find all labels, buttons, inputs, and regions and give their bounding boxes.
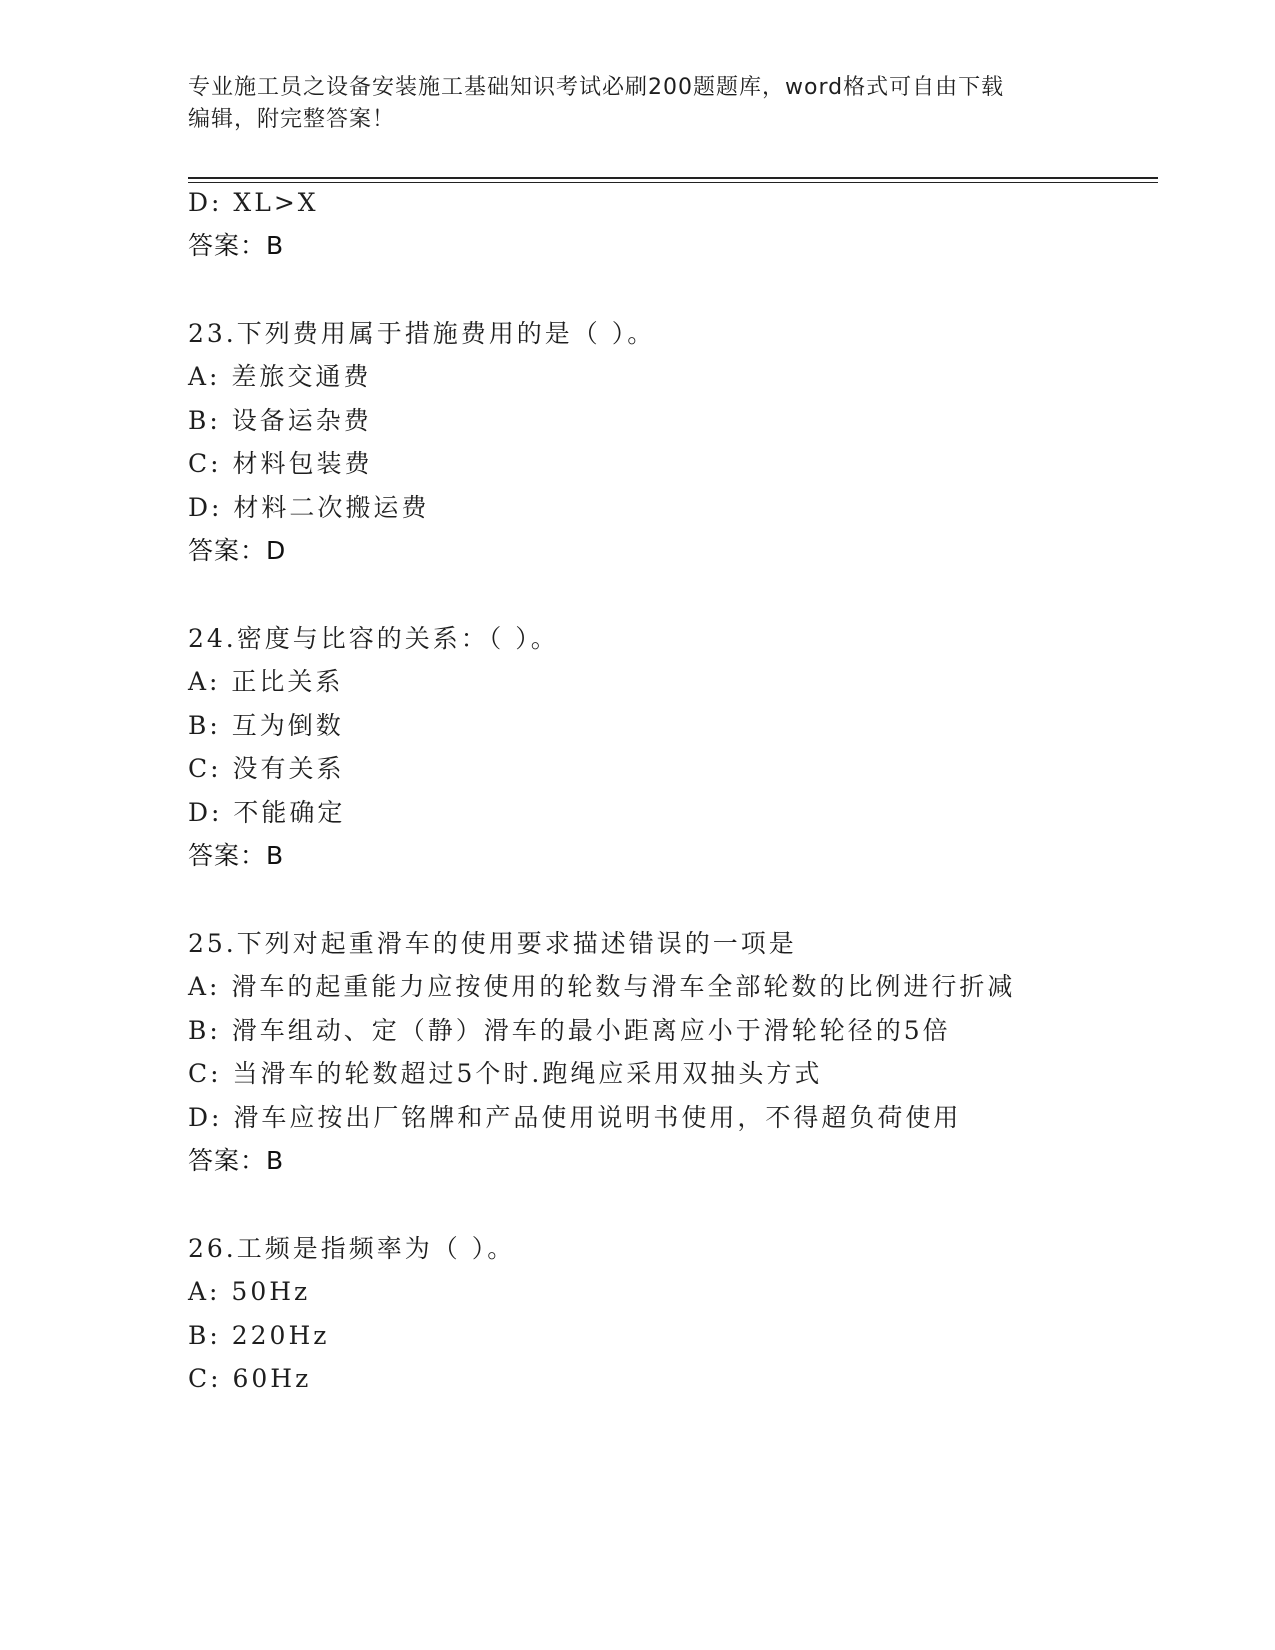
q26-option-c: C: 60Hz [188,1364,312,1393]
q23-answer: 答案：D [188,536,287,565]
q22-answer: 答案：B [188,231,285,260]
q23-option-a: A: 差旅交通费 [188,362,372,391]
q26-stem: 26.工频是指频率为（ ）。 [188,1234,516,1263]
q23-option-d: D: 材料二次搬运费 [188,493,430,522]
q25-answer: 答案：B [188,1146,285,1175]
header-title-line2: 编辑，附完整答案！ [188,107,396,132]
q26-option-b: B: 220Hz [188,1321,330,1350]
q25-option-d: D: 滑车应按出厂铭牌和产品使用说明书使用，不得超负荷使用 [188,1103,962,1132]
q25-option-a: A: 滑车的起重能力应按使用的轮数与滑车全部轮数的比例进行折减 [188,972,1016,1001]
q25-option-c: C: 当滑车的轮数超过5个时.跑绳应采用双抽头方式 [188,1059,823,1088]
q25-stem: 25.下列对起重滑车的使用要求描述错误的一项是 [188,929,797,958]
q24-stem: 24.密度与比容的关系：（ ）。 [188,624,559,653]
q23-option-b: B: 设备运杂费 [188,406,372,435]
q24-option-d: D: 不能确定 [188,798,346,827]
q25-option-b: B: 滑车组动、定（静）滑车的最小距离应小于滑轮轮径的5倍 [188,1016,951,1045]
q24-option-c: C: 没有关系 [188,754,345,783]
q26-option-a: A: 50Hz [188,1277,311,1306]
document-header [188,72,1068,136]
q22-option-d: D: XL>X [188,188,319,217]
header-divider [188,177,1158,183]
q23-stem: 23.下列费用属于措施费用的是（ ）。 [188,319,656,348]
q24-option-a: A: 正比关系 [188,667,344,696]
q24-option-b: B: 互为倒数 [188,711,344,740]
header-title-line1: 专业施工员之设备安装施工基础知识考试必刷200题题库，word格式可自由下载 [188,75,1005,100]
q24-answer: 答案：B [188,841,285,870]
q23-option-c: C: 材料包装费 [188,449,373,478]
